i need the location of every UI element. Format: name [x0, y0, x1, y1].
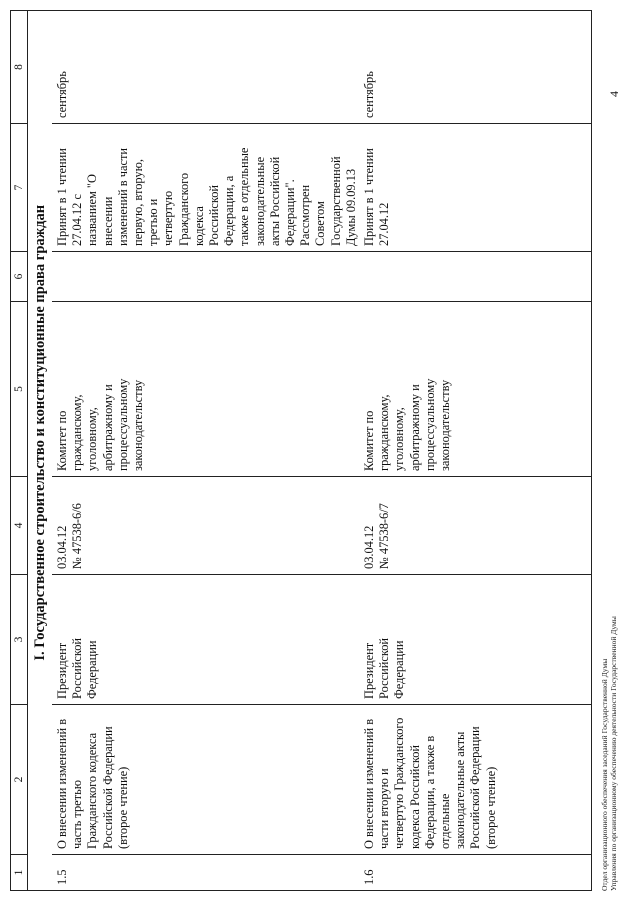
- table-row: [52, 11, 359, 891]
- responsible-committee: Комитет по гражданскому, уголовному, арбитражному и процессуальному законодательству: [52, 302, 359, 477]
- column-number: 2: [11, 705, 28, 855]
- responsible-committee: Комитет по гражданскому, уголовному, арбитражному и процессуальному законодательству: [359, 302, 591, 477]
- table-row: [359, 11, 591, 891]
- bill-status: Принят в 1 чтении 27.04.12: [359, 124, 591, 252]
- bill-status: Принят в 1 чтении 27.04.12 с названием "О внесении изменений в части первую, вторую, третью и четвертую Гражданского кодекса Российской Федерации, а также в отдельные законодательные акты Российской Федерации". Рассмотрен Советом Государственной Думы 09.09.13: [52, 124, 359, 252]
- bill-title: О внесении изменений в часть третью Гражданского кодекса Российской Федерации (второе чтение): [52, 705, 359, 855]
- footer-line-directorate: Управления по организационному обеспечению деятельности Государственной Думы: [609, 616, 618, 891]
- review-period: сентябрь: [359, 11, 591, 124]
- bill-initiator: Президент Российской Федерации: [52, 575, 359, 705]
- column-number: 3: [11, 575, 28, 705]
- section-row: [28, 11, 53, 891]
- column-number: 4: [11, 477, 28, 575]
- bill-registration: 03.04.12 № 47538-6/7: [359, 477, 591, 575]
- bill-initiator: Президент Российской Федерации: [359, 575, 591, 705]
- footer-line-department: Отдел организационного обеспечения заседаний Государственной Думы: [600, 658, 609, 891]
- review-period: сентябрь: [52, 11, 359, 124]
- row-number: 1.5: [52, 855, 359, 891]
- bill-title: О внесении изменений в части вторую и четвертую Гражданского кодекса Российской Федерации, а также в отдельные законодательные акты Российской Федерации (второе чтение): [359, 705, 591, 855]
- column-number: 5: [11, 302, 28, 477]
- row-number: 1.6: [359, 855, 591, 891]
- bills-table: [10, 10, 592, 891]
- section-title: I. Государственное строительство и конституционные права граждан: [28, 11, 53, 855]
- column-number: 7: [11, 124, 28, 252]
- column-number-row: [11, 11, 28, 891]
- column-number: 1: [11, 855, 28, 891]
- column-6-cell: [359, 252, 591, 302]
- bill-registration: 03.04.12 № 47538-6/6: [52, 477, 359, 575]
- column-6-cell: [52, 252, 359, 302]
- footer-note: [600, 291, 618, 891]
- column-number: 6: [11, 252, 28, 302]
- column-number: 8: [11, 11, 28, 124]
- page-number: 4: [607, 91, 621, 97]
